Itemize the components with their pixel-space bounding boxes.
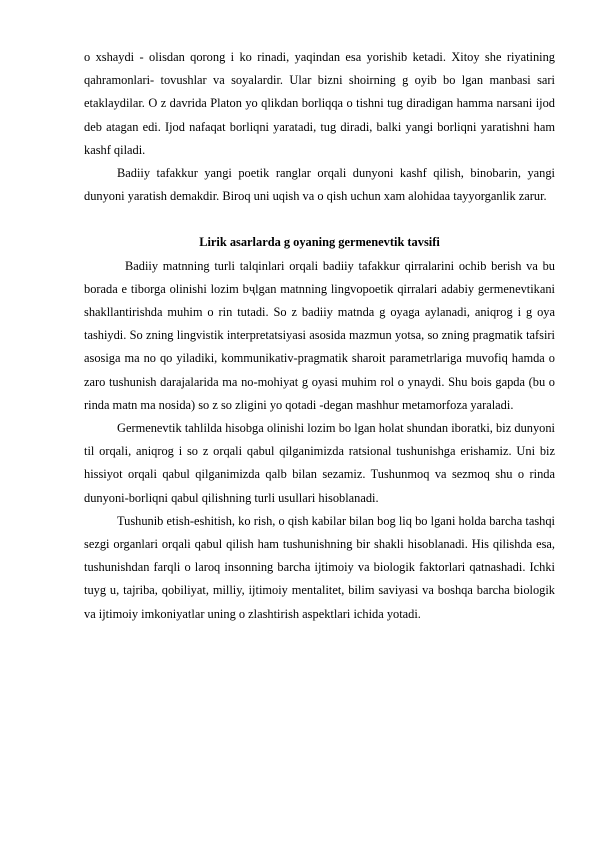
paragraph-intro: o xshaydi - olisdan qorong i ko rinadi, yaqindan esa yorishib ketadi. Xitoy she riyatining qahramonlari- tovushlar va soyalardir. Ular bizni shoirning g oyib bo lgan manbasi sari etaklaydilar. O z davrida Platon yo qlikdan borliqqa o tishni tug diradigan hamma narsani ijod deb atagan edi. Ijod nafaqat borliqni yaratadi, tug diradi, balki yangi borliqni yaratishni ham kashf qiladi. <box>84 50 555 157</box>
document-page <box>84 46 555 626</box>
section-heading: Lirik asarlarda g oyaning germenevtik tavsifi <box>199 235 440 250</box>
spacer <box>84 208 555 231</box>
paragraph-germenevtik-tahlil: Germenevtik tahlilda hisobga olinishi lozim bo lgan holat shundan iboratki, biz dunyoni til orqali, aniqrog i so z orqali qabul qilganimizda ratsional tushunishga erishamiz. Uni biz hissiyot orqali qabul qilganimizda qalb bilan sezamiz. Tushunmoq va sezmoq shu o rinda dunyoni-borliqni qabul qilishning turli usullari hisoblanadi. <box>84 421 555 505</box>
paragraph-badiiy-tafakkur: Badiiy tafakkur yangi poetik ranglar orqali dunyoni kashf qilish, binobarin, yangi dunyoni yaratish demakdir. Biroq uni uqish va o qish uchun xam alohidaa tayyorganlik zarur. <box>84 166 555 204</box>
paragraph-tushunib-etish: Tushunib etish-eshitish, ko rish, o qish kabilar bilan bog liq bo lgani holda barcha tashqi sezgi organlari orqali qabul qilish ham tushunishning bir shakli hisoblanadi. His qilishda esa, tushunishdan farqli o laroq insonning barcha ijtimoiy va biologik faktorlari qatnashadi. Ichki tuyg u, tajriba, qobiliyat, milliy, ijtimoiy mentalitet, bilim saviyasi va boshqa barcha biologik va ijtimoiy imkoniyatlar uning o zlashtirish aspektlari ichida yotadi. <box>84 513 555 621</box>
paragraph-matn-talqinlari: Badiiy matnning turli talqinlari orqali badiiy tafakkur qirralarini ochib berish va bu borada e tiborga olinishi lozim bҷlgan matnning lingvopoetik qirralari adabiy germenevtikani shakllantirishda muhim o rin tutadi. So z badiiy matnda g oyaga aylanadi, aniqrog i g oya tashiydi. So zning lingvistik interpretatsiyasi asosida mazmun yotsa, so zning pragmatik tafsiri asosiga ma no qo yiladiki, kommunikativ-pragmatik sharoit parametrlariga muvofiq hamda o zaro tushunish darajalarida ma no-mohiyat g oyasi muhim rol o ynaydi. Shu bois gapda (bu o rinda matn ma nosida) so z so zligini yo qotadi -degan mashhur metamorfoza yaraladi. <box>84 258 555 412</box>
